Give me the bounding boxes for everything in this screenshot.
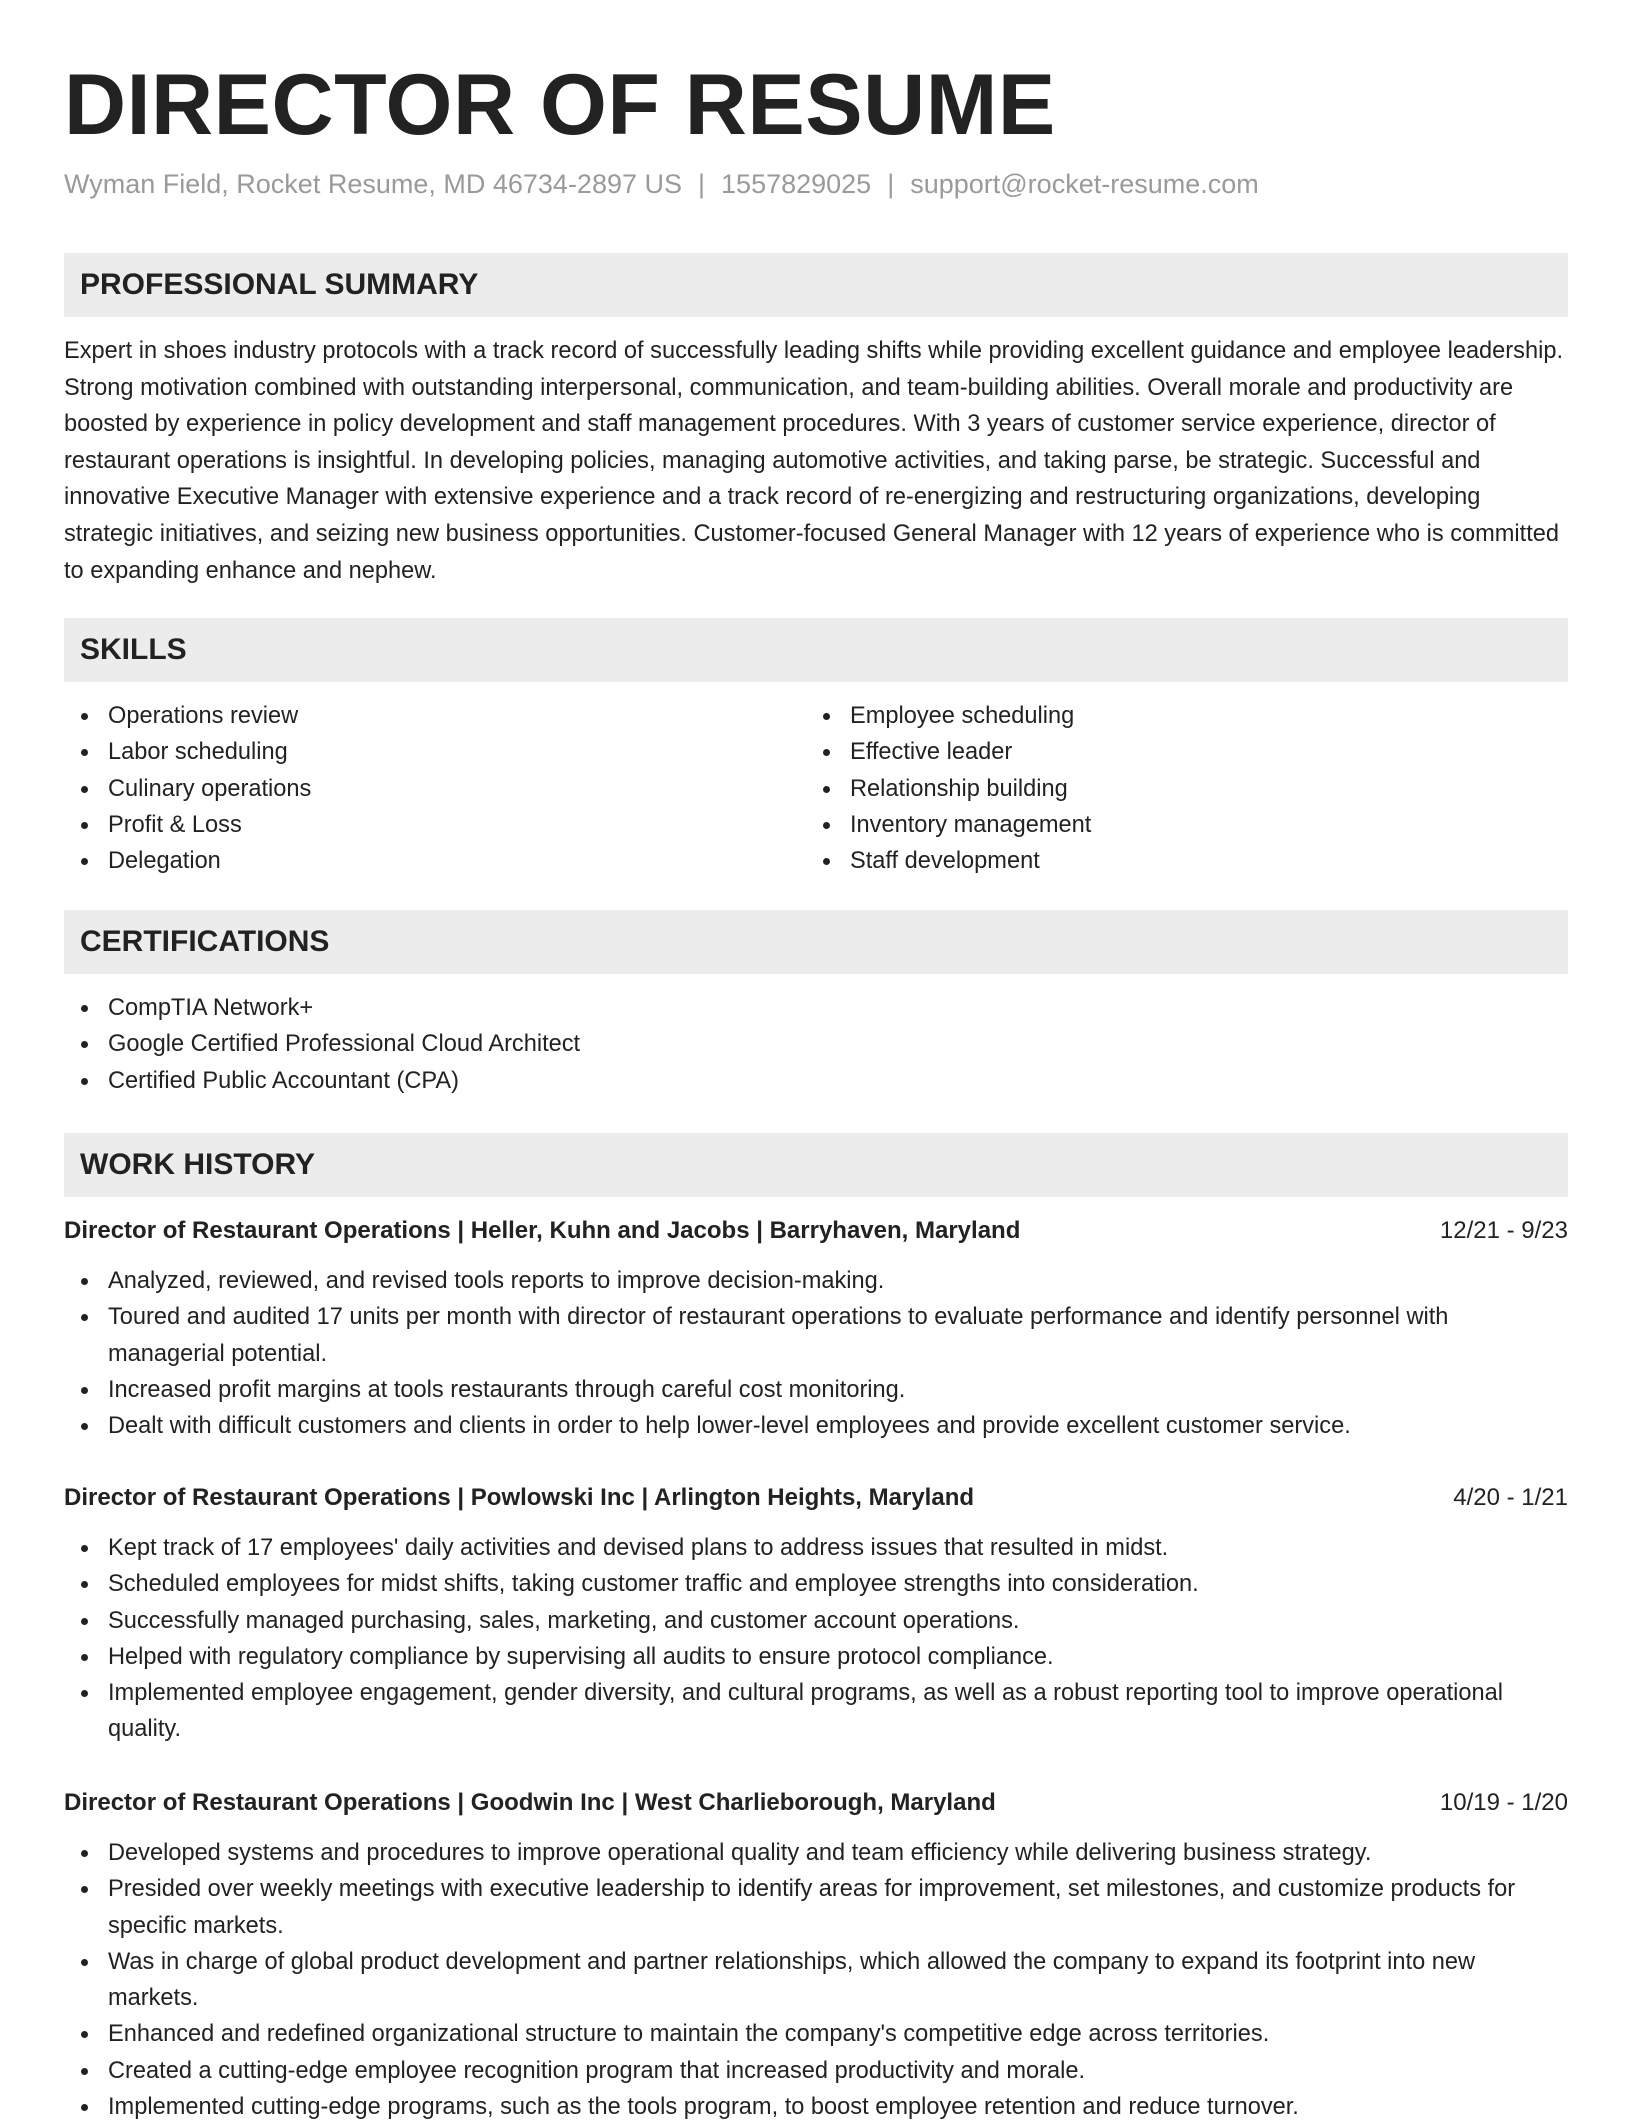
job-entry bbox=[64, 1213, 1568, 1444]
job-entry bbox=[64, 1785, 1568, 2125]
job-entry bbox=[64, 1480, 1568, 1748]
contact-email[interactable]: support@rocket-resume.com bbox=[910, 169, 1259, 199]
certification-item: CompTIA Network+ bbox=[108, 990, 1568, 1026]
job-dates: 12/21 - 9/23 bbox=[1439, 1217, 1568, 1244]
contact-line bbox=[64, 166, 1259, 202]
job-heading bbox=[64, 1213, 1568, 1249]
skill-item: Inventory management bbox=[850, 807, 1506, 843]
skill-item: Relationship building bbox=[850, 771, 1506, 807]
contact-separator: | bbox=[887, 169, 895, 199]
skill-item: Labor scheduling bbox=[108, 734, 764, 770]
section-header-summary: PROFESSIONAL SUMMARY bbox=[64, 253, 1568, 317]
summary-text: Expert in shoes industry protocols with a track record of successfully leading shifts while providing excellent guidance and employee leadership. Strong motivation combined with outstanding interpersonal, communication, and team-building abilities. Overall morale and productivity are boosted by experience in policy development and staff management procedures. With 3 years of customer service experience, director of restaurant operations is insightful. In developing policies, managing automotive activities, and taking parse, be strategic. Successful and innovative Executive Manager with extensive experience and a track record of re-energizing and restructuring organizations, developing strategic initiatives, and seizing new business opportunities. Customer-focused General Manager with 12 years of experience who is committed to expanding enhance and nephew. bbox=[64, 338, 1563, 584]
job-bullet: Created a cutting-edge employee recognition program that increased productivity and morale. bbox=[108, 2053, 1568, 2089]
skill-item: Profit & Loss bbox=[108, 807, 764, 843]
skill-item: Effective leader bbox=[850, 734, 1506, 770]
job-bullets bbox=[64, 1263, 1568, 1444]
skill-item: Delegation bbox=[108, 843, 764, 879]
job-dates: 10/19 - 1/20 bbox=[1439, 1789, 1568, 1816]
job-bullet: Developed systems and procedures to improve operational quality and team efficiency while delivering business strategy. bbox=[108, 1835, 1568, 1871]
job-bullet: Was in charge of global product development and partner relationships, which allowed the company to expand its footprint into new markets. bbox=[108, 1944, 1568, 2017]
job-dates: 4/20 - 1/21 bbox=[1453, 1484, 1568, 1511]
certifications-list bbox=[64, 990, 1568, 1099]
contact-address: Wyman Field, Rocket Resume, MD 46734-2897 US bbox=[64, 169, 683, 199]
skills-list-right bbox=[806, 698, 1506, 879]
job-bullet: Implemented cutting-edge programs, such as the tools program, to boost employee retention and reduce turnover. bbox=[108, 2089, 1568, 2125]
job-title: Director of Restaurant Operations | Powlowski Inc | Arlington Heights, Maryland bbox=[64, 1484, 975, 1511]
section-header-skills: SKILLS bbox=[64, 618, 1568, 682]
skill-item: Employee scheduling bbox=[850, 698, 1506, 734]
job-bullet: Implemented employee engagement, gender diversity, and cultural programs, as well as a robust reporting tool to improve operational quality. bbox=[108, 1675, 1568, 1748]
job-bullet: Dealt with difficult customers and clients in order to help lower-level employees and provide excellent customer service. bbox=[108, 1408, 1568, 1444]
skills-list-left bbox=[64, 698, 764, 879]
job-bullet: Presided over weekly meetings with executive leadership to identify areas for improvement, set milestones, and customize products for specific markets. bbox=[108, 1871, 1568, 1944]
job-bullet: Scheduled employees for midst shifts, taking customer traffic and employee strengths into consideration. bbox=[108, 1566, 1568, 1602]
skill-item: Culinary operations bbox=[108, 771, 764, 807]
job-heading bbox=[64, 1480, 1568, 1516]
section-header-work-history: WORK HISTORY bbox=[64, 1133, 1568, 1197]
job-bullet: Kept track of 17 employees' daily activities and devised plans to address issues that resulted in midst. bbox=[108, 1530, 1568, 1566]
job-heading bbox=[64, 1785, 1568, 1821]
contact-separator: | bbox=[698, 169, 706, 199]
job-bullet: Helped with regulatory compliance by supervising all audits to ensure protocol compliance. bbox=[108, 1639, 1568, 1675]
section-header-certifications: CERTIFICATIONS bbox=[64, 910, 1568, 974]
certification-item: Google Certified Professional Cloud Architect bbox=[108, 1026, 1568, 1062]
resume-name: DIRECTOR OF RESUME bbox=[64, 57, 1056, 153]
job-title: Director of Restaurant Operations | Heller, Kuhn and Jacobs | Barryhaven, Maryland bbox=[64, 1217, 1021, 1244]
job-bullets bbox=[64, 1530, 1568, 1748]
job-bullet: Toured and audited 17 units per month with director of restaurant operations to evaluate performance and identify personnel with managerial potential. bbox=[108, 1299, 1568, 1372]
job-title: Director of Restaurant Operations | Goodwin Inc | West Charlieborough, Maryland bbox=[64, 1789, 996, 1816]
job-bullets bbox=[64, 1835, 1568, 2125]
job-bullet: Increased profit margins at tools restaurants through careful cost monitoring. bbox=[108, 1372, 1568, 1408]
job-bullet: Enhanced and redefined organizational structure to maintain the company's competitive edge across territories. bbox=[108, 2016, 1568, 2052]
skill-item: Operations review bbox=[108, 698, 764, 734]
job-bullet: Analyzed, reviewed, and revised tools reports to improve decision-making. bbox=[108, 1263, 1568, 1299]
contact-phone: 1557829025 bbox=[721, 169, 872, 199]
certification-item: Certified Public Accountant (CPA) bbox=[108, 1063, 1568, 1099]
skill-item: Staff development bbox=[850, 843, 1506, 879]
job-bullet: Successfully managed purchasing, sales, marketing, and customer account operations. bbox=[108, 1603, 1568, 1639]
